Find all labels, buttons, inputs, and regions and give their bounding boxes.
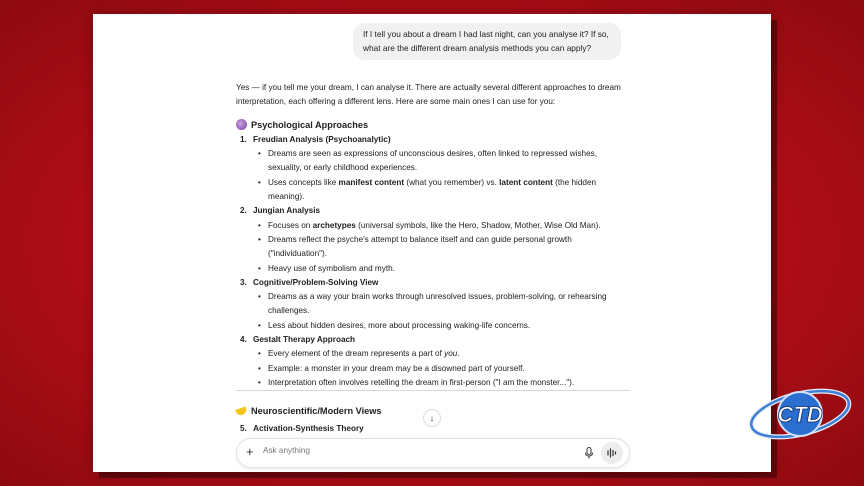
user-message-text: If I tell you about a dream I had last night, can you analyse it? If so, what are the different dream analysis methods you can apply? <box>363 29 609 53</box>
approach-number: 3. <box>240 277 247 287</box>
divider <box>236 390 630 391</box>
bullet-list <box>236 219 631 276</box>
approach-list <box>236 133 631 390</box>
list-item <box>268 290 631 319</box>
plus-icon[interactable]: + <box>246 444 254 459</box>
svg-text:CTD: CTD <box>777 402 823 427</box>
list-item-text: Dreams as a way your brain works through unresolved issues, problem-solving, or rehearsing challenges. <box>268 292 607 316</box>
approach-title: Jungian Analysis <box>253 206 321 216</box>
list-item <box>268 262 631 276</box>
section-title: Neuroscientific/Modern Views <box>251 406 382 416</box>
voice-mode-button[interactable] <box>601 442 623 464</box>
banana-icon <box>235 406 248 416</box>
list-item <box>268 376 631 390</box>
user-message-bubble <box>353 23 621 60</box>
approach-heading <box>236 276 631 290</box>
list-item-text: (universal symbols, like the Hero, Shadow, Mother, Wise Old Man). <box>355 220 601 230</box>
section-heading-psychological <box>236 118 631 132</box>
approach-heading <box>236 133 631 147</box>
list-item-text: Example: a monster in your dream may be a disowned part of yourself. <box>268 363 525 373</box>
scroll-down-button[interactable] <box>423 409 441 427</box>
list-item-text: Less about hidden desires, more about processing waking-life concerns. <box>268 320 531 330</box>
list-item-text: (what you remember) vs. <box>404 177 500 187</box>
microphone-icon[interactable] <box>584 447 594 459</box>
assistant-response <box>236 81 631 390</box>
list-item-text: (the hidden meaning). <box>268 177 597 202</box>
list-item-text: you <box>444 349 458 359</box>
list-item <box>268 362 631 376</box>
list-item <box>268 319 631 333</box>
approach-heading <box>236 204 631 218</box>
list-item-text: Uses concepts like <box>268 177 339 187</box>
list-item-text: manifest content <box>338 177 405 187</box>
approach-number: 5. <box>240 424 247 433</box>
section-heading-neuroscientific <box>236 406 382 416</box>
approach-number: 2. <box>240 206 247 216</box>
bullet-list <box>236 147 631 204</box>
approach-title: Gestalt Therapy Approach <box>253 335 356 345</box>
chat-window <box>93 14 771 472</box>
section-title: Psychological Approaches <box>251 119 369 130</box>
approach-heading <box>236 333 631 347</box>
waveform-icon <box>601 442 623 464</box>
message-input[interactable] <box>263 446 563 455</box>
message-composer <box>236 438 630 468</box>
list-item <box>268 233 631 262</box>
approach-item-5 <box>240 424 364 433</box>
arrow-down-icon: ↓ <box>429 413 435 423</box>
list-item <box>268 347 631 361</box>
list-item <box>268 176 631 205</box>
list-item-text: Interpretation often involves retelling the dream in first-person ("I am the monster..."). <box>268 377 575 387</box>
list-item-text: archetypes <box>312 220 356 230</box>
list-item <box>268 147 631 176</box>
approach-title: Freudian Analysis (Psychoanalytic) <box>253 134 391 144</box>
list-item-text: latent content <box>499 177 553 187</box>
approach-title: Cognitive/Problem-Solving View <box>253 277 379 287</box>
approach-number: 4. <box>240 335 247 345</box>
list-item-text: . <box>457 349 460 359</box>
list-item-text: Dreams reflect the psyche's attempt to balance itself and can guide personal growth ("individuation"). <box>268 234 572 259</box>
approach-title: Activation-Synthesis Theory <box>253 424 364 433</box>
list-item <box>268 219 631 233</box>
bullet-list <box>236 347 631 390</box>
list-item-text: Focuses on <box>268 220 313 230</box>
list-item-text: Every element of the dream represents a part of <box>268 349 445 359</box>
list-item-text: Dreams are seen as expressions of unconscious desires, often linked to repressed wishes, sexuality, or early childhood experiences. <box>268 149 598 173</box>
response-intro: Yes — if you tell me your dream, I can analyse it. There are actually several different approaches to dream interpretation, each offering a different lens. Here are some main ones I can use for you: <box>236 83 621 107</box>
list-item-text: Heavy use of symbolism and myth. <box>268 263 395 273</box>
bullet-list <box>236 290 631 333</box>
ctd-logo <box>748 387 852 441</box>
approach-number: 1. <box>240 134 247 144</box>
brain-icon <box>236 119 247 130</box>
